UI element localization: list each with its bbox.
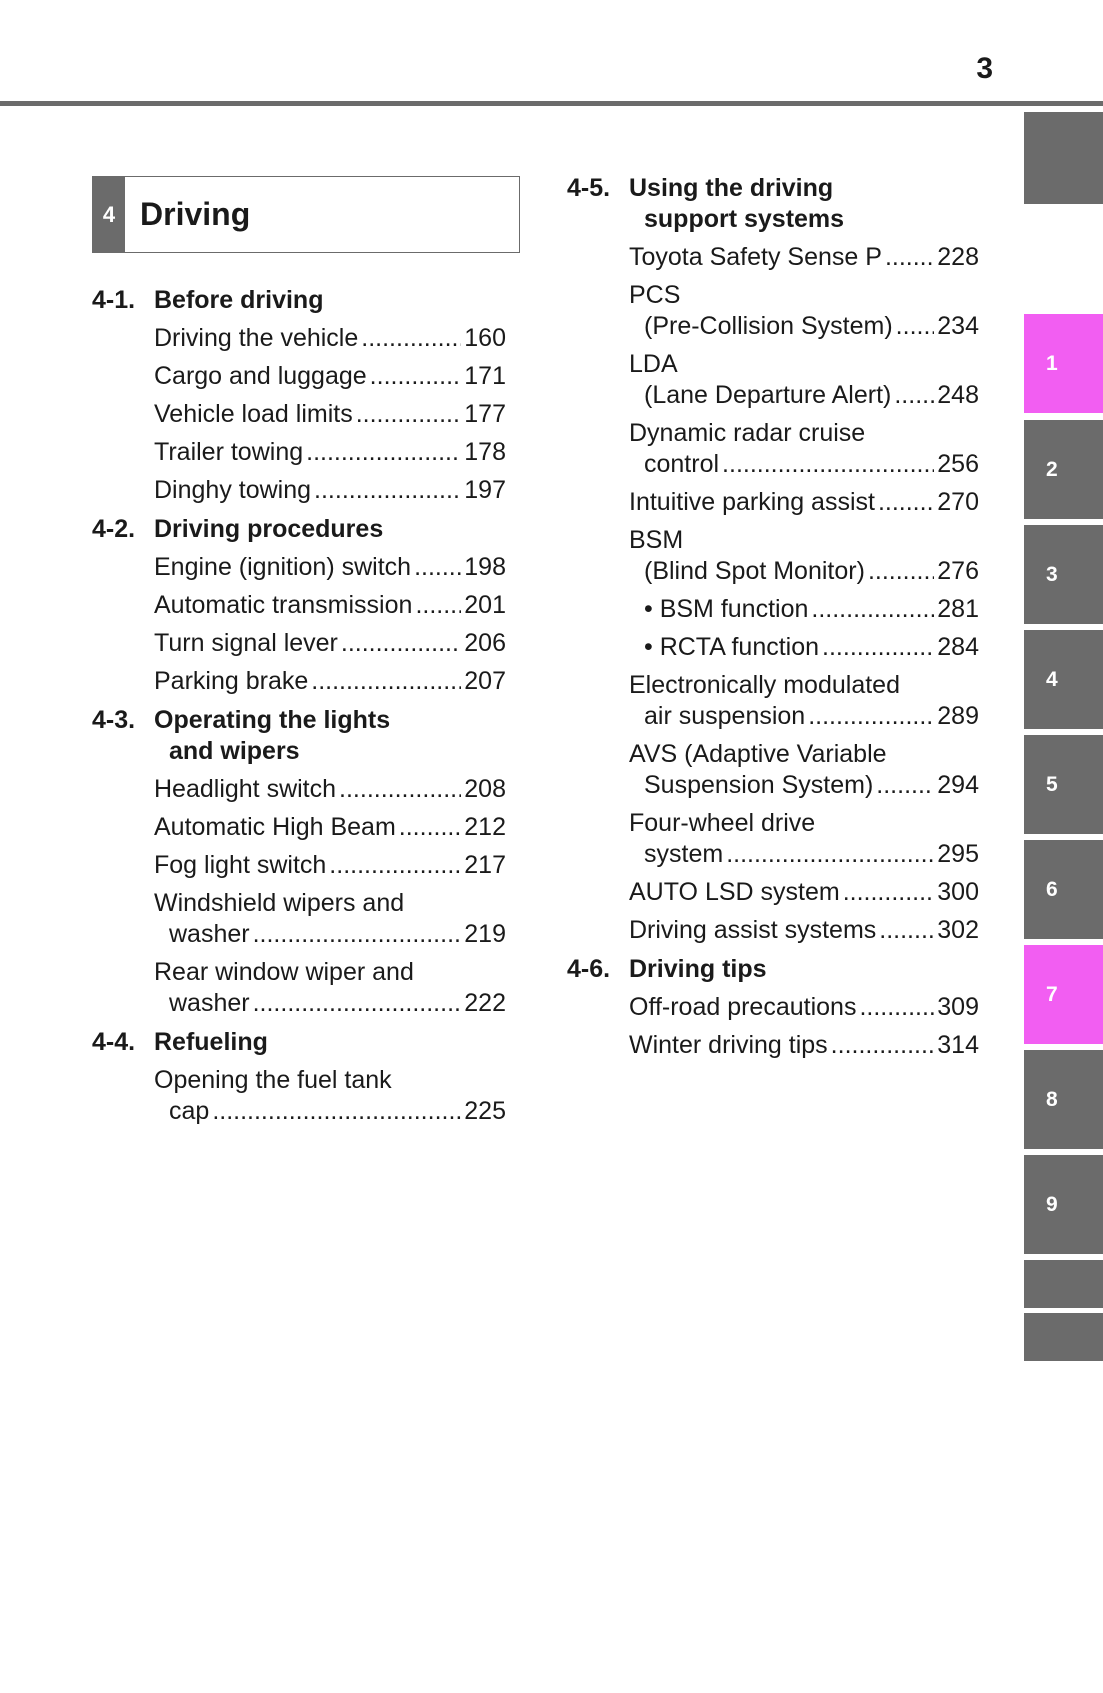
- section-heading[interactable]: [92, 702, 506, 772]
- entry-title-line: Windshield wipers and: [154, 889, 405, 917]
- chapter-tab[interactable]: [1024, 1155, 1103, 1254]
- entry-page-number: 294: [937, 771, 979, 799]
- entry-page-number: 314: [937, 1031, 979, 1059]
- chapter-tab-label: 6: [1046, 877, 1058, 901]
- entry-label: air suspension: [644, 702, 806, 730]
- dot-leader: [879, 915, 934, 946]
- entry-row: [154, 552, 506, 583]
- entry-label: Parking brake: [154, 667, 309, 695]
- entry-page-number: 300: [937, 878, 979, 906]
- entry-page-number: 206: [464, 629, 506, 657]
- entry-page-number: 207: [464, 667, 506, 695]
- entry-page-number: 228: [937, 243, 979, 271]
- dot-leader: [722, 449, 934, 480]
- entry-row: [629, 556, 979, 587]
- entry-title-line: Four-wheel drive: [629, 809, 816, 837]
- chapter-tab[interactable]: [1024, 945, 1103, 1044]
- toc-entry[interactable]: [629, 1028, 979, 1066]
- dot-leader: [726, 839, 934, 870]
- toc-section: [567, 170, 979, 951]
- entry-title-line: Opening the fuel tank: [154, 1066, 392, 1094]
- entry-label: Intuitive parking assist: [629, 488, 875, 516]
- entry-label: Cargo and luggage: [154, 362, 367, 390]
- entry-label: cap: [169, 1097, 210, 1125]
- entry-row: [629, 915, 979, 946]
- entry-row: [629, 449, 979, 480]
- dot-leader: [415, 590, 461, 621]
- header-rule: [0, 101, 1103, 106]
- dot-leader: [885, 242, 934, 273]
- toc-entry[interactable]: [154, 848, 506, 886]
- dot-leader: [253, 988, 462, 1019]
- dot-leader: [361, 323, 461, 354]
- entry-row: [629, 242, 979, 273]
- entry-row: [154, 475, 506, 506]
- entry-row: [154, 437, 506, 468]
- dot-leader: [843, 877, 935, 908]
- chapter-tab[interactable]: [1024, 1050, 1103, 1149]
- entry-row: [154, 590, 506, 621]
- toc-section: [92, 1024, 506, 1132]
- entry-page-number: 276: [937, 557, 979, 585]
- toc-right-column: [567, 170, 979, 1066]
- entry-title-line: Electronically modulated: [629, 671, 900, 699]
- section-title-line: Driving procedures: [154, 515, 384, 543]
- toc-left-column: [92, 282, 506, 1132]
- entry-row: [154, 919, 506, 950]
- section-number: 4-4.: [92, 1028, 136, 1056]
- toc-section: [92, 282, 506, 511]
- entry-row: [629, 992, 979, 1023]
- entry-row: [154, 812, 506, 843]
- entry-row: [629, 1030, 979, 1061]
- entry-page-number: 178: [464, 438, 506, 466]
- toc-entry[interactable]: [629, 668, 979, 737]
- entry-row: [629, 770, 979, 801]
- section-number: 4-6.: [567, 955, 611, 983]
- entry-row: [644, 594, 979, 625]
- dot-leader: [314, 475, 461, 506]
- entry-row: [154, 628, 506, 659]
- entry-title-line: AVS (Adaptive Variable: [629, 740, 887, 768]
- entry-row: [154, 774, 506, 805]
- dot-leader: [868, 556, 934, 587]
- entry-row: [629, 701, 979, 732]
- section-heading[interactable]: [92, 1024, 506, 1063]
- toc-entry[interactable]: [154, 664, 506, 702]
- toc-entry[interactable]: [629, 913, 979, 951]
- entry-page-number: 234: [937, 312, 979, 340]
- entry-label: washer: [169, 989, 250, 1017]
- toc-entry[interactable]: [154, 810, 506, 848]
- entry-label: Suspension System): [644, 771, 874, 799]
- chapter-tab[interactable]: [1024, 1260, 1103, 1308]
- entry-row: [154, 666, 506, 697]
- chapter-tab-label: 7: [1046, 982, 1058, 1006]
- entry-title-line: PCS: [629, 281, 681, 309]
- chapter-tab-label: 4: [1046, 667, 1058, 691]
- section-number: 4-5.: [567, 174, 611, 202]
- toc-entry[interactable]: [154, 435, 506, 473]
- chapter-tab[interactable]: [1024, 840, 1103, 939]
- entry-page-number: 217: [464, 851, 506, 879]
- entry-page-number: 248: [937, 381, 979, 409]
- section-title: [154, 285, 506, 316]
- chapter-tab-label: 1: [1046, 351, 1058, 375]
- entry-row: [154, 323, 506, 354]
- chapter-tab[interactable]: [1024, 420, 1103, 519]
- toc-entry[interactable]: [629, 278, 979, 347]
- chapter-tab[interactable]: [1024, 112, 1103, 204]
- entry-row: [154, 399, 506, 430]
- dot-leader: [878, 487, 934, 518]
- entry-page-number: 289: [937, 702, 979, 730]
- entry-label: Dinghy towing: [154, 476, 312, 504]
- entry-row: [154, 1096, 506, 1127]
- entry-page-number: 270: [937, 488, 979, 516]
- entry-page-number: 201: [464, 591, 506, 619]
- entry-row: [629, 877, 979, 908]
- entry-label: (Blind Spot Monitor): [644, 557, 865, 585]
- entry-page-number: 284: [937, 633, 979, 661]
- entry-row: [154, 988, 506, 1019]
- entry-label: system: [644, 840, 724, 868]
- toc-entry[interactable]: [629, 347, 979, 416]
- dot-leader: [339, 774, 461, 805]
- entry-page-number: 177: [464, 400, 506, 428]
- dot-leader: [329, 850, 461, 881]
- toc-entry[interactable]: [629, 416, 979, 485]
- dot-leader: [808, 701, 934, 732]
- toc-entry[interactable]: [644, 592, 979, 630]
- entry-label: control: [644, 450, 720, 478]
- toc-entry[interactable]: [629, 875, 979, 913]
- section-number: 4-2.: [92, 515, 136, 543]
- entry-page-number: 197: [464, 476, 506, 504]
- chapter-header: [92, 176, 520, 253]
- dot-leader: [414, 552, 461, 583]
- section-number: 4-3.: [92, 706, 136, 734]
- section-title-line: support systems: [644, 205, 845, 233]
- dot-leader: [341, 628, 461, 659]
- dot-leader: [811, 594, 934, 625]
- section-title-line: Driving tips: [629, 955, 767, 983]
- entry-row: [629, 839, 979, 870]
- entry-row: [629, 487, 979, 518]
- entry-row: [154, 361, 506, 392]
- dot-leader: [306, 437, 461, 468]
- chapter-title: Driving: [140, 196, 251, 232]
- toc-entry[interactable]: [644, 630, 979, 668]
- dot-leader: [822, 632, 934, 663]
- toc-entry[interactable]: [154, 588, 506, 626]
- entry-label: • BSM function: [644, 595, 809, 623]
- entry-page-number: 208: [464, 775, 506, 803]
- section-title: [154, 705, 506, 767]
- entry-label: • RCTA function: [644, 633, 820, 661]
- toc-entry[interactable]: [154, 473, 506, 511]
- entry-label: (Pre-Collision System): [644, 312, 893, 340]
- dot-leader: [399, 812, 462, 843]
- dot-leader: [311, 666, 461, 697]
- toc-entry[interactable]: [629, 523, 979, 592]
- section-number: 4-1.: [92, 286, 136, 314]
- section-heading[interactable]: [567, 951, 979, 990]
- chapter-tab[interactable]: [1024, 525, 1103, 624]
- section-title: [154, 1027, 506, 1058]
- entry-title-line: Rear window wiper and: [154, 958, 414, 986]
- entry-page-number: 309: [937, 993, 979, 1021]
- entry-label: Automatic transmission: [154, 591, 413, 619]
- dot-leader: [896, 311, 935, 342]
- chapter-tab-label: 8: [1046, 1087, 1058, 1111]
- entry-page-number: 219: [464, 920, 506, 948]
- toc-entry[interactable]: [629, 737, 979, 806]
- chapter-tab-label: 9: [1046, 1192, 1058, 1216]
- chapter-tab-label: 3: [1046, 562, 1058, 586]
- dot-leader: [876, 770, 934, 801]
- dot-leader: [253, 919, 462, 950]
- section-title-line: Before driving: [154, 286, 324, 314]
- entry-label: Trailer towing: [154, 438, 304, 466]
- entry-label: washer: [169, 920, 250, 948]
- entry-row: [629, 380, 979, 411]
- toc-entry[interactable]: [629, 240, 979, 278]
- entry-page-number: 225: [464, 1097, 506, 1125]
- dot-leader: [831, 1030, 935, 1061]
- chapter-tab[interactable]: [1024, 630, 1103, 729]
- section-title: [154, 514, 506, 545]
- entry-page-number: 212: [464, 813, 506, 841]
- entry-label: Driving the vehicle: [154, 324, 359, 352]
- toc-section: [567, 951, 979, 1066]
- section-title: [629, 173, 979, 235]
- entry-title-line: BSM: [629, 526, 684, 554]
- dot-leader: [212, 1096, 461, 1127]
- entry-page-number: 281: [937, 595, 979, 623]
- section-title-line: Using the driving: [629, 174, 834, 202]
- toc-entry[interactable]: [154, 772, 506, 810]
- dot-leader: [370, 361, 462, 392]
- chapter-number: 4: [93, 177, 125, 252]
- dot-leader: [356, 399, 462, 430]
- section-title-line: Refueling: [154, 1028, 268, 1056]
- entry-page-number: 256: [937, 450, 979, 478]
- entry-page-number: 302: [937, 916, 979, 944]
- toc-entry[interactable]: [629, 485, 979, 523]
- entry-label: Driving assist systems: [629, 916, 877, 944]
- entry-label: Engine (ignition) switch: [154, 553, 412, 581]
- toc-entry[interactable]: [154, 321, 506, 359]
- section-heading[interactable]: [92, 282, 506, 321]
- entry-page-number: 198: [464, 553, 506, 581]
- toc-entry[interactable]: [154, 550, 506, 588]
- entry-label: Toyota Safety Sense P: [629, 243, 882, 271]
- chapter-tab[interactable]: [1024, 1313, 1103, 1361]
- entry-row: [644, 632, 979, 663]
- chapter-tab-label: 5: [1046, 772, 1058, 796]
- entry-label: Headlight switch: [154, 775, 337, 803]
- dot-leader: [894, 380, 934, 411]
- section-title: [629, 954, 979, 985]
- toc-entry[interactable]: [154, 886, 506, 955]
- section-title-line: Operating the lights: [154, 706, 391, 734]
- toc-entry[interactable]: [154, 955, 506, 1024]
- page-number: 3: [976, 52, 993, 85]
- section-title-line: and wipers: [169, 737, 300, 765]
- entry-label: (Lane Departure Alert): [644, 381, 892, 409]
- entry-label: Vehicle load limits: [154, 400, 353, 428]
- toc-entry[interactable]: [154, 359, 506, 397]
- toc-section: [92, 702, 506, 1024]
- dot-leader: [859, 992, 934, 1023]
- entry-label: Automatic High Beam: [154, 813, 396, 841]
- entry-page-number: 222: [464, 989, 506, 1017]
- entry-label: Fog light switch: [154, 851, 327, 879]
- entry-title-line: Dynamic radar cruise: [629, 419, 866, 447]
- entry-label: AUTO LSD system: [629, 878, 840, 906]
- toc-entry[interactable]: [154, 1063, 506, 1132]
- toc-entry[interactable]: [154, 626, 506, 664]
- toc-entry[interactable]: [629, 806, 979, 875]
- entry-label: Winter driving tips: [629, 1031, 828, 1059]
- entry-page-number: 160: [464, 324, 506, 352]
- entry-title-line: LDA: [629, 350, 678, 378]
- toc-entry[interactable]: [154, 397, 506, 435]
- entry-label: Off-road precautions: [629, 993, 857, 1021]
- chapter-tab[interactable]: [1024, 314, 1103, 413]
- entry-page-number: 295: [937, 840, 979, 868]
- section-heading[interactable]: [92, 511, 506, 550]
- toc-section: [92, 511, 506, 702]
- entry-page-number: 171: [464, 362, 506, 390]
- toc-entry[interactable]: [629, 990, 979, 1028]
- entry-row: [154, 850, 506, 881]
- chapter-tab[interactable]: [1024, 735, 1103, 834]
- entry-label: Turn signal lever: [154, 629, 338, 657]
- section-heading[interactable]: [567, 170, 979, 240]
- entry-row: [629, 311, 979, 342]
- chapter-tab-label: 2: [1046, 457, 1058, 481]
